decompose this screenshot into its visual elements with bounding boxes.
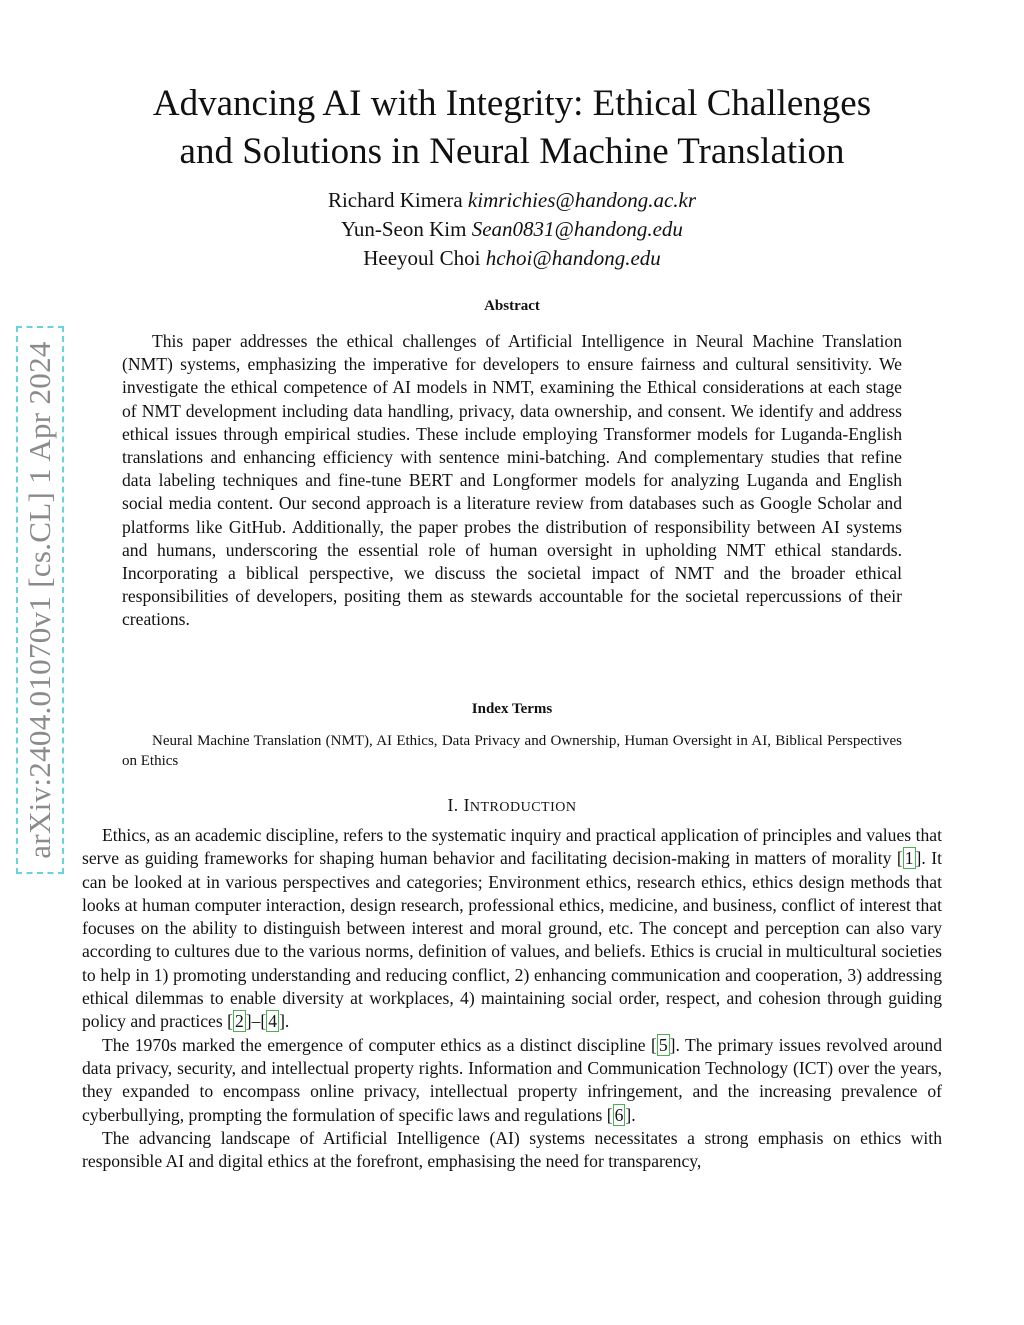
arxiv-id-text: arXiv:2404.01070v1 [cs.CL] 1 Apr 2024 xyxy=(22,341,57,859)
section-heading-introduction xyxy=(80,795,944,816)
author-line xyxy=(80,186,944,215)
section-title-initial: I xyxy=(463,795,470,815)
author-name: Richard Kimera xyxy=(327,188,463,212)
paragraph: Ethics, as an academic discipline, refers to the systematic inquiry and practical application of principles and values that serve as guiding frameworks for shaping human behavior and facilitating decision-making in matters of morality [ 1 ]. It can be looked at in various perspectives and categories; Environment ethics, research ethics, ethics design methods that looks at human computer interaction, design research, professional ethics, medicine, and business, conflict of interest that focuses on the ability to distinguish between interest and moral ground, etc. The concept and perception can also vary according to cultures due to the various norms, definition of values, and beliefs. Ethics is crucial in multicultural societies to help in 1) promoting understanding and reducing conflict, 2) enhancing communication and cooperation, 3) addressing ethical dilemmas to enable diversity at workplaces, 4) maintaining social order, respect, and cohesion through guiding policy and practices [ 2 ]–[ 4 ]. xyxy=(82,825,942,1032)
paragraph: The 1970s marked the emergence of computer ethics as a distinct discipline [ 5 ]. The primary issues revolved around data privacy, security, and intellectual property rights. Information and Communication Technology (ICT) over the years, they expanded to encompass online privacy, intellectual property infringement, and the increasing prevalence of cyberbullying, prompting the formulation of specific laws and regulations [ 6 ]. xyxy=(82,1034,943,1125)
title-line-1: Advancing AI with Integrity: Ethical Challenges xyxy=(152,83,872,124)
paragraph-text: . xyxy=(284,1011,290,1032)
citation-range-dash: – xyxy=(251,1011,261,1032)
section-number: I. xyxy=(447,795,459,815)
section-title-rest: NTRODUCTION xyxy=(469,800,577,815)
citation-link[interactable]: 4 xyxy=(268,1011,278,1032)
paragraph-text: . The primary issues revolved around data privacy, security, and intellectual property rights. Information and Communication Technology (ICT) over the years, they expanded to encompass online privacy, intellectual property infringement, and the increasing prevalence of cyberbullying, prompting the formulation of specific laws and regulations xyxy=(82,1034,943,1125)
author-email[interactable]: hchoi@handong.edu xyxy=(485,246,661,270)
index-terms-text: Neural Machine Translation (NMT), AI Ethics, Data Privacy and Ownership, Human Oversight in AI, Biblical Perspectives on Ethics xyxy=(122,733,902,769)
abstract-text: This paper addresses the ethical challenges of Artificial Intelligence in Neural Machine Translation (NMT) systems, emphasizing the imperative for developers to ensure fairness and cultural sensitivity. We investigate the ethical competence of AI models in NMT, examining the Ethical considerations at each stage of NMT development including data handling, privacy, data ownership, and consent. We identify and address ethical issues through empirical studies. These include employing Transformer models for Luganda-English translations and enhancing efficiency with sentence mini-batching. And complementary studies that refine data labeling techniques and fine-tune BERT and Longformer models for analyzing Luganda and English social media content. Our second approach is a literature review from databases such as Google Scholar and platforms like GitHub. Additionally, the paper probes the distribution of responsibility between AI systems and humans, underscoring the essential role of human oversight in upholding NMT ethical standards. Incorporating a biblical perspective, we discuss the societal impact of NMT and the broader ethical responsibilities of developers, positing them as stewards accountable for the societal repercussions of their creations. xyxy=(122,331,902,630)
paragraph-text: . xyxy=(631,1104,636,1125)
paragraph-text: . It can be looked at in various perspectives and categories; Environment ethics, research ethics, ethics design methods that looks at human computer interaction, design research, professional ethics, medicine, and business, conflict of interest that focuses on the ability to distinguish between interest and moral ground, etc. The concept and perception can also vary according to cultures due to the various norms, definition of values, and beliefs. Ethics is crucial in multicultural societies to help in 1) promoting understanding and reducing conflict, 2) enhancing communication and cooperation, 3) addressing ethical dilemmas to enable diversity at workplaces, 4) maintaining social order, respect, and cohesion through guiding policy and practices xyxy=(82,848,942,1032)
paragraph: The advancing landscape of Artificial Intelligence (AI) systems necessitates a strong emphasis on ethics with responsible AI and digital ethics at the forefront, emphasising the need for transparency, xyxy=(82,1127,942,1172)
citation-link[interactable]: 1 xyxy=(904,848,914,869)
paragraph-text: Ethics, as an academic discipline, refers to the systematic inquiry and practical application of principles and values that serve as guiding frameworks for shaping human behavior and facilitating decision-making in matters of morality xyxy=(82,825,942,869)
author-line xyxy=(80,215,944,244)
index-terms-heading: Index Terms xyxy=(471,701,553,717)
author-email[interactable]: Sean0831@handong.edu xyxy=(471,217,683,241)
title-line-2: and Solutions in Neural Machine Translation xyxy=(179,131,845,172)
citation-link[interactable]: 6 xyxy=(614,1104,624,1125)
arxiv-identifier-stamp[interactable] xyxy=(16,326,64,874)
author-line xyxy=(80,244,944,273)
author-list xyxy=(80,186,944,273)
abstract-heading: Abstract xyxy=(484,298,540,314)
author-name: Yun-Seon Kim xyxy=(341,217,467,241)
introduction-body xyxy=(82,824,942,1173)
paper-title xyxy=(80,80,944,176)
author-name: Heeyoul Choi xyxy=(363,246,481,270)
author-email[interactable]: kimrichies@handong.ac.kr xyxy=(467,188,697,212)
citation-link[interactable]: 5 xyxy=(658,1034,668,1055)
citation-link[interactable]: 2 xyxy=(234,1011,244,1032)
paragraph-text: The 1970s marked the emergence of computer ethics as a distinct discipline xyxy=(102,1034,651,1055)
